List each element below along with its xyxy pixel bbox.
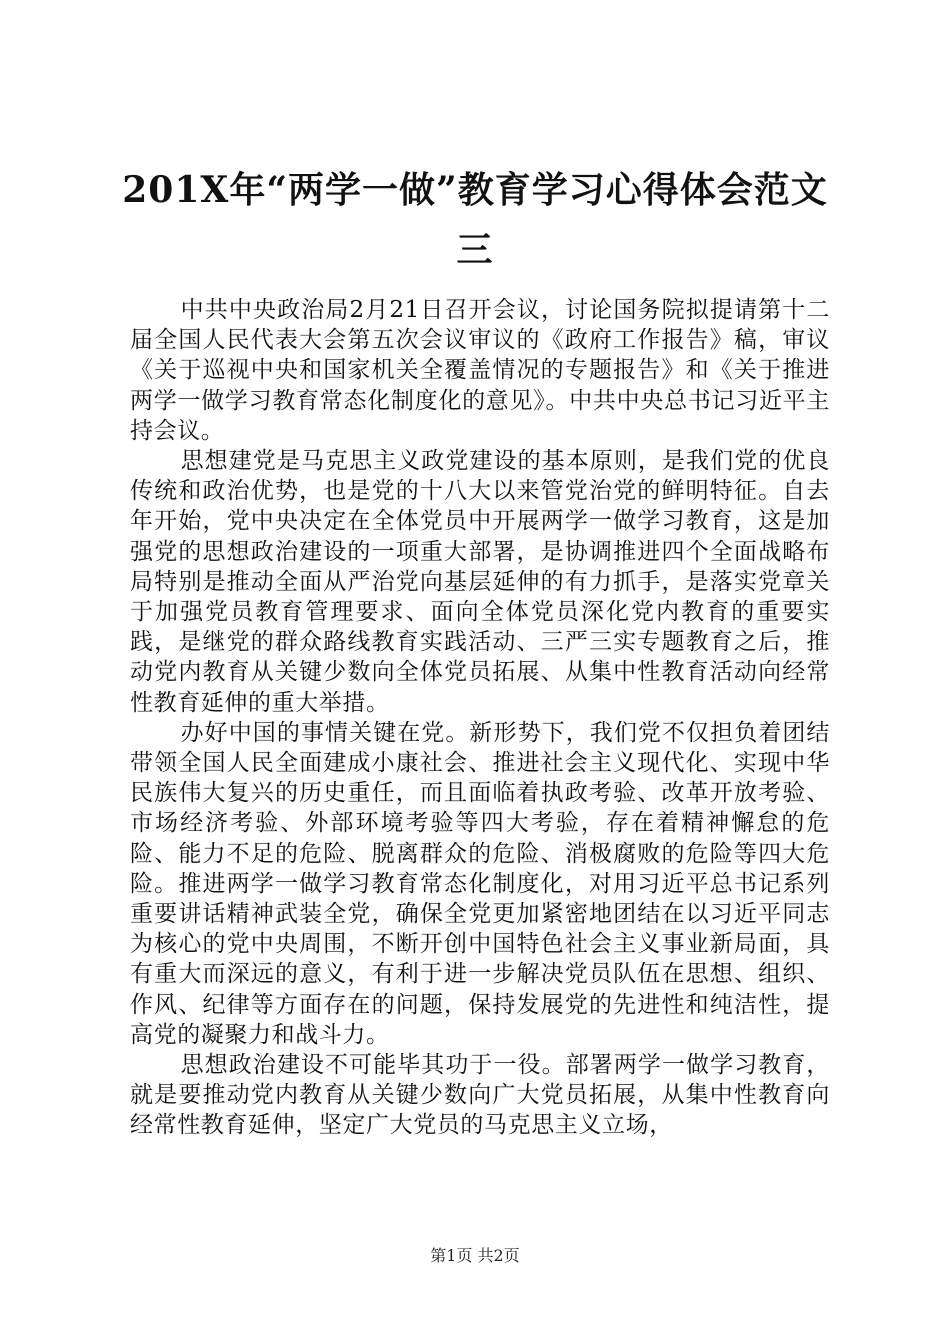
paragraph: 办好中国的事情关键在党。新形势下，我们党不仅担负着团结带领全国人民全面建成小康社会、推进社会主义现代化、实现中华民族伟大复兴的历史重任，而且面临着执政考验、改革开放考验、市场经济考验、外部环境考验等四大考验，存在着精神懈怠的危险、能力不足的危险、脱离群众的危险、消极腐败的危险等四大危险。推进两学一做学习教育常态化制度化，对用习近平总书记系列重要讲话精神武装全党，确保全党更加紧密地团结在以习近平同志为核心的党中央周围，不断开创中国特色社会主义事业新局面，具有重大而深远的意义，有利于进一步解决党员队伍在思想、组织、作风、纪律等方面存在的问题，保持发展党的先进性和纯洁性，提高党的凝聚力和战斗力。 <box>130 719 830 1048</box>
document-body <box>130 295 830 1141</box>
paragraph: 思想政治建设不可能毕其功于一役。部署两学一做学习教育，就是要推动党内教育从关键少数向广大党员拓展，从集中性教育向经常性教育延伸，坚定广大党员的马克思主义立场， <box>130 1052 830 1139</box>
document-title: 201X年“两学一做”教育学习心得体会范文三 <box>122 169 828 271</box>
paragraph: 思想建党是马克思主义政党建设的基本原则，是我们党的优良传统和政治优势，也是党的十八大以来管党治党的鲜明特征。自去年开始，党中央决定在全体党员中开展两学一做学习教育，这是加强党的思想政治建设的一项重大部署，是协调推进四个全面战略布局特别是推动全面从严治党向基层延伸的有力抓手，是落实党章关于加强党员教育管理要求、面向全体党员深化党内教育的重要实践，是继党的群众路线教育实践活动、三严三实专题教育之后，推动党内教育从关键少数向全体党员拓展、从集中性教育活动向经常性教育延伸的重大举措。 <box>130 448 830 716</box>
paragraph: 中共中央政治局2月21日召开会议，讨论国务院拟提请第十二届全国人民代表大会第五次会议审议的《政府工作报告》稿，审议《关于巡视中央和国家机关全覆盖情况的专题报告》和《关于推进两学一做学习教育常态化制度化的意见》。中共中央总书记习近平主持会议。 <box>130 297 830 444</box>
page-number-footer: 第1页 共2页 <box>430 1246 520 1265</box>
